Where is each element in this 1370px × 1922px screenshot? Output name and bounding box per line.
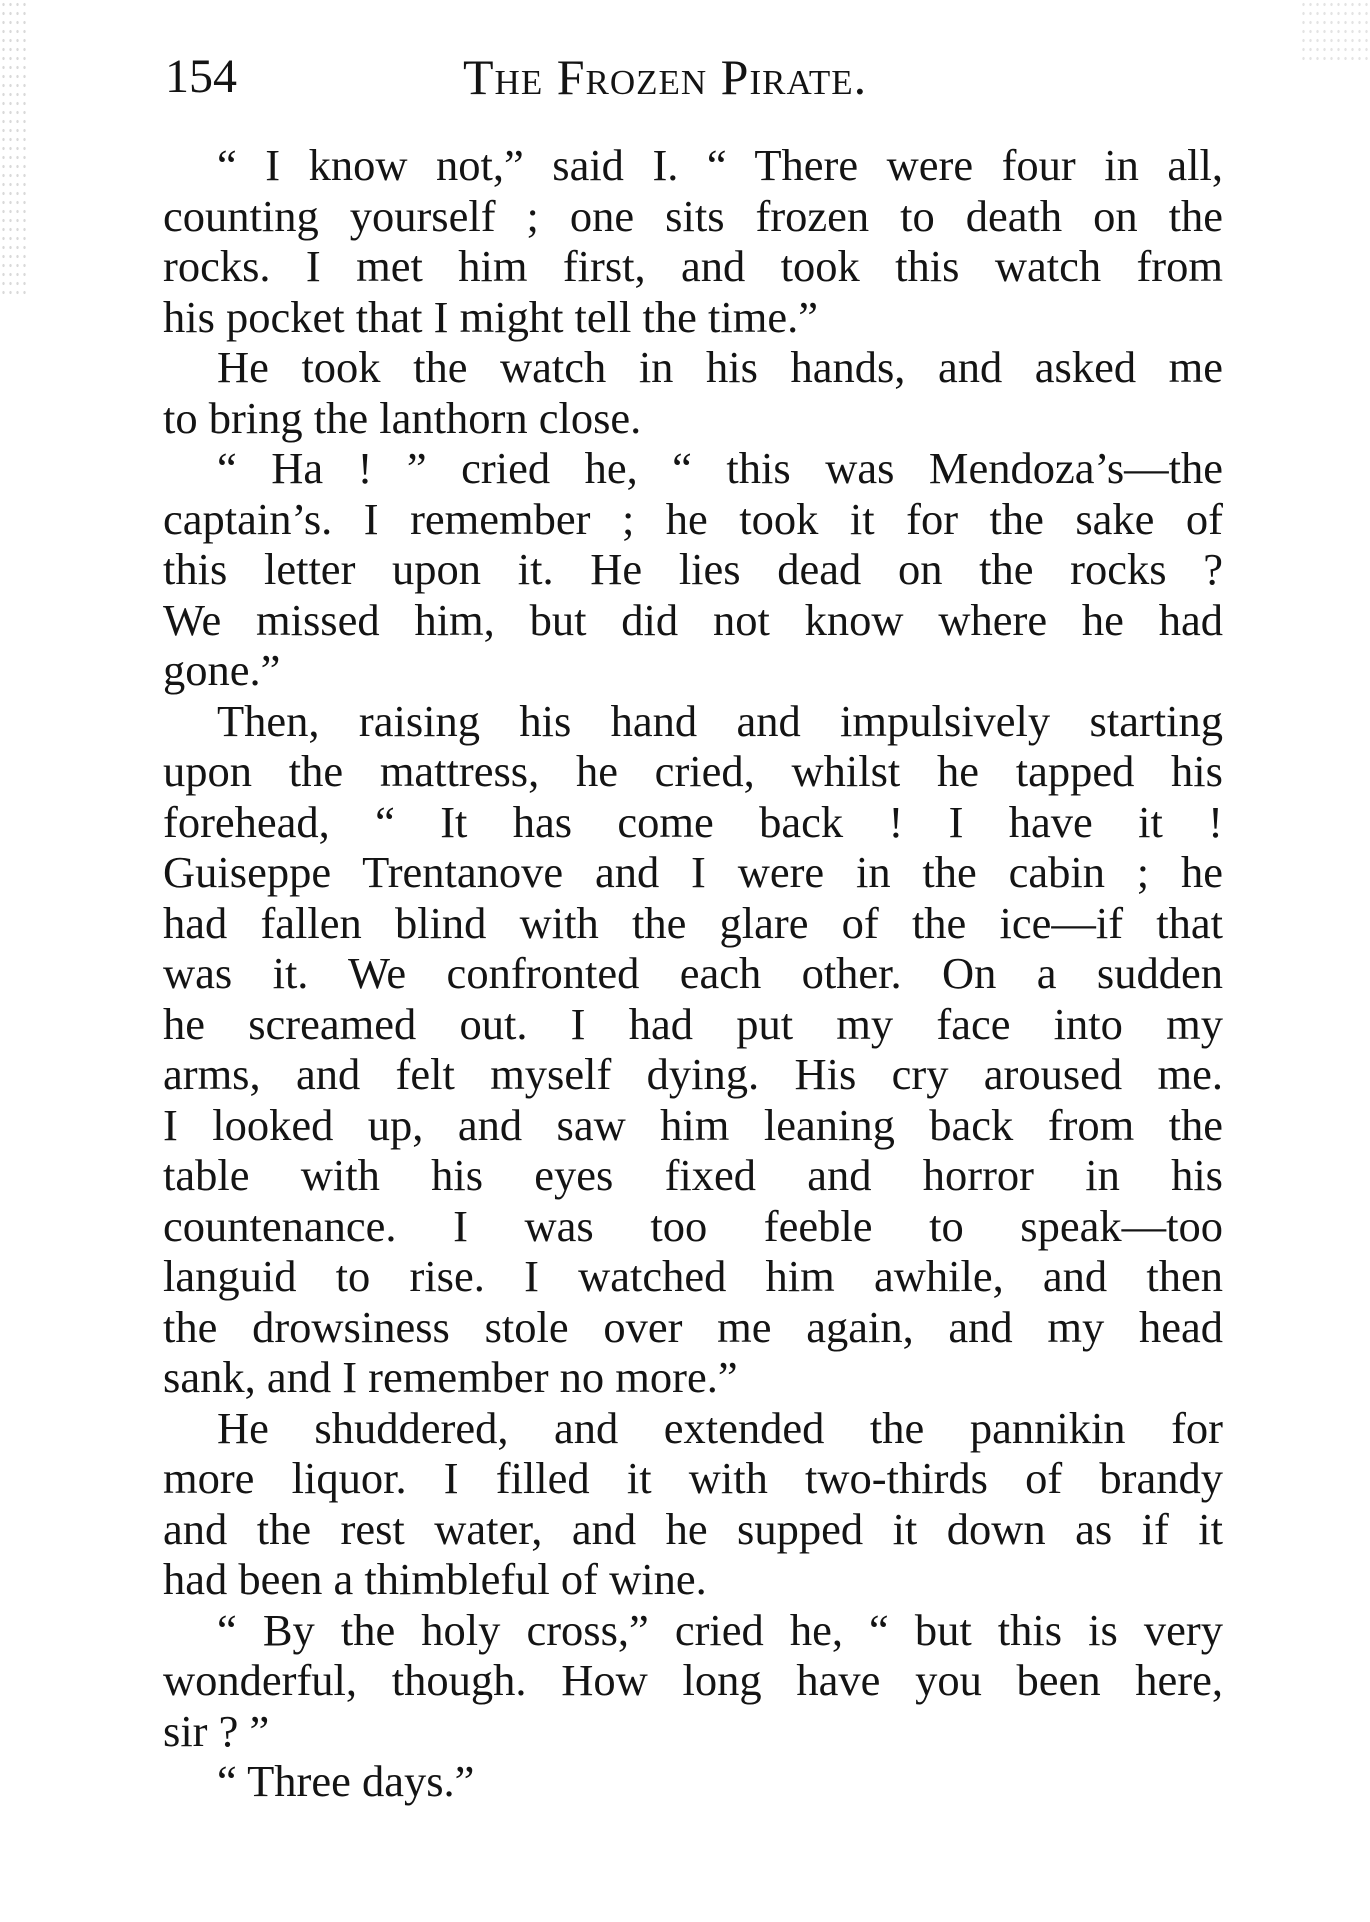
- text-line: “ Three days.”: [217, 1756, 475, 1806]
- text-line: We missed him, but did not know where he had: [163, 594, 1223, 645]
- text-line: “ I know not,” said I. “ There were four in all,: [217, 140, 1223, 190]
- text-line: “ By the holy cross,” cried he, “ but this is very: [217, 1604, 1223, 1655]
- text-line: wonderful, though. How long have you been here,: [163, 1655, 1223, 1705]
- text-line: counting yourself ; one sits frozen to death on the: [163, 190, 1223, 241]
- running-title: The Frozen Pirate.: [463, 49, 868, 105]
- page-header: [165, 42, 1225, 112]
- text-line: “ Ha ! ” cried he, “ this was Mendoza’s—the: [217, 443, 1223, 493]
- text-line: and the rest water, and he supped it down as if it: [163, 1503, 1223, 1554]
- text-line: sir ? ”: [163, 1705, 270, 1756]
- text-line: sank, and I remember no more.”: [163, 1352, 738, 1402]
- text-line: he screamed out. I had put my face into my: [163, 998, 1223, 1049]
- text-line: table with his eyes fixed and horror in his: [163, 1150, 1223, 1200]
- text-line: forehead, “ It has come back ! I have it !: [163, 796, 1223, 847]
- text-line: captain’s. I remember ; he took it for the sake of: [163, 493, 1223, 544]
- text-line: Then, raising his hand and impulsively starting: [217, 695, 1223, 746]
- text-line: countenance. I was too feeble to speak—too: [163, 1200, 1223, 1251]
- text-line: was it. We confronted each other. On a sudden: [163, 948, 1223, 998]
- text-line: had been a thimbleful of wine.: [163, 1554, 707, 1604]
- text-line: languid to rise. I watched him awhile, and then: [163, 1251, 1223, 1301]
- text-line: He took the watch in his hands, and asked me: [217, 342, 1223, 392]
- text-line: more liquor. I filled it with two-thirds of brandy: [163, 1453, 1223, 1503]
- text-line: rocks. I met him first, and took this watch from: [163, 241, 1223, 291]
- scan-corner-noise: [1300, 0, 1370, 60]
- text-line: his pocket that I might tell the time.”: [163, 291, 818, 342]
- text-line: the drowsiness stole over me again, and my head: [163, 1301, 1223, 1352]
- text-line: had fallen blind with the glare of the ice—if that: [163, 897, 1223, 948]
- text-line: I looked up, and saw him leaning back from the: [163, 1099, 1223, 1150]
- text-line: this letter upon it. He lies dead on the rocks ?: [163, 544, 1223, 594]
- page-number: 154: [165, 50, 237, 103]
- scan-edge-noise: [0, 0, 30, 300]
- text-line: to bring the lanthorn close.: [163, 392, 642, 443]
- text-line: upon the mattress, he cried, whilst he tapped his: [163, 746, 1223, 796]
- text-line: gone.”: [163, 645, 281, 695]
- text-line: He shuddered, and extended the pannikin for: [217, 1402, 1223, 1453]
- text-line: Guiseppe Trentanove and I were in the cabin ; he: [163, 847, 1223, 897]
- body-text: [163, 140, 1223, 1807]
- text-line: arms, and felt myself dying. His cry aroused me.: [163, 1049, 1223, 1099]
